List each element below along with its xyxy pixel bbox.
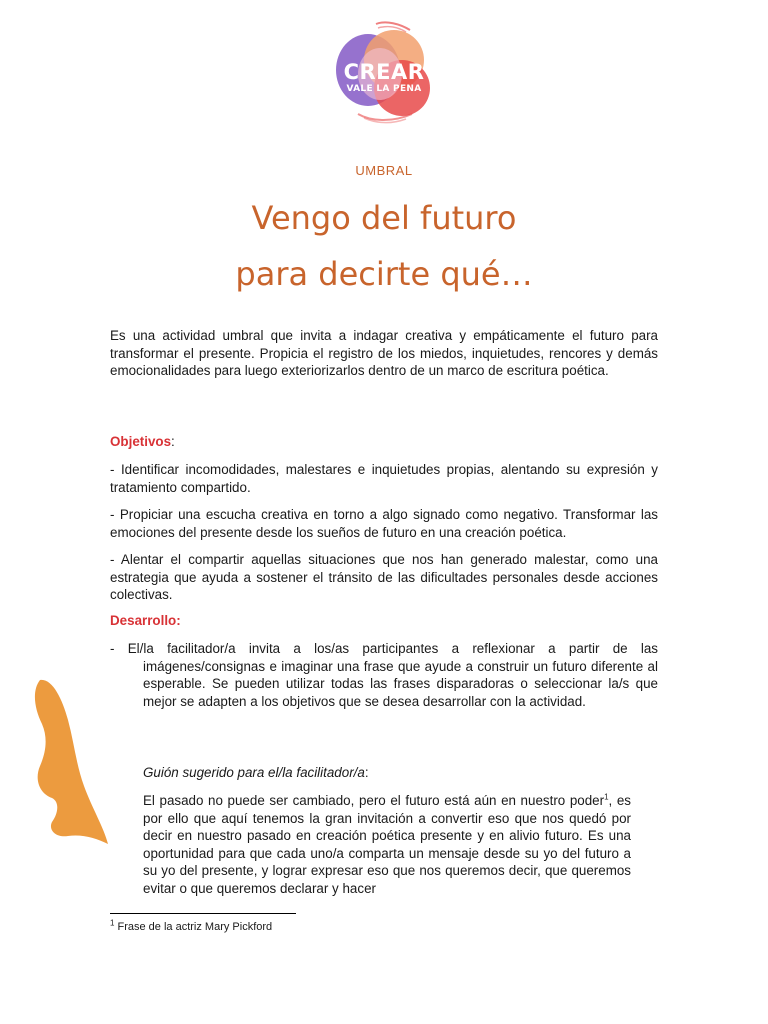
- guion-heading: [143, 764, 631, 782]
- logo-title: CREAR: [343, 60, 425, 84]
- footnote-separator: [110, 913, 296, 914]
- orange-leaf-decoration: [28, 668, 112, 846]
- guion-text-part2: , es por ello que aquí tenemos la gran invitación a convertir eso que nos quedó por decir en nuestro pasado en creación poética presente y en alivio futuro. Es una oportunidad para que cada uno/a comparta un mensaje desde su yo del futuro a su yo del presente, y lograr expresar eso que nos queremos decir, que queremos evitar o que queremos declarar y hacer: [143, 793, 631, 896]
- crear-logo: [328, 18, 440, 130]
- objetivo-item-2: - Propiciar una escucha creativa en torno a algo signado como negativo. Transformar las emociones del presente desde los sueños de futuro en una creación poética.: [110, 507, 658, 540]
- footnote-reference[interactable]: 1: [604, 792, 609, 802]
- footnote-number: 1: [110, 918, 115, 928]
- guion-paragraph: [143, 792, 631, 897]
- desarrollo-item: - El/la facilitador/a invita a los/as participantes a reflexionar a partir de las imágenes/consignas e imaginar una frase que ayude a construir un futuro diferente al esperable. Se pueden utilizar todas las frases disparadoras o seleccionar la/s que mejor se adapten a los objetivos que se desea desarrollar con la actividad.: [110, 641, 658, 709]
- objetivos-colon: :: [171, 434, 175, 449]
- objetivo-item-1: - Identificar incomodidades, malestares e inquietudes propias, alentando su expresión y tratamiento compartido.: [110, 462, 658, 495]
- objetivos-heading: [110, 433, 658, 451]
- title-line-1: Vengo del futuro: [251, 199, 517, 237]
- objetivos-label: Objetivos: [110, 434, 172, 449]
- intro-paragraph: Es una actividad umbral que invita a indagar creativa y empáticamente el futuro para transformar el presente. Propicia el registro de los miedos, inquietudes, rencores y demás emocionalidades para luego exteriorizarlos dentro de un marco de escritura poética.: [110, 328, 658, 378]
- title-line-2: para decirte qué…: [235, 255, 533, 293]
- objetivo-item-3: - Alentar el compartir aquellas situaciones que nos han generado malestar, como una estrategia que ayuda a sostener el tránsito de las dificultades personales desde acciones colectivas.: [110, 552, 658, 602]
- page-title: [0, 190, 768, 302]
- section-kicker: UMBRAL: [355, 163, 413, 178]
- guion-colon: :: [364, 765, 369, 780]
- footnote-text: Frase de la actriz Mary Pickford: [114, 921, 273, 933]
- logo-subtitle: VALE LA PENA: [346, 84, 422, 94]
- guion-text-part1: El pasado no puede ser cambiado, pero el futuro está aún en nuestro poder: [143, 793, 605, 808]
- desarrollo-heading: Desarrollo:: [110, 613, 181, 628]
- guion-label: Guión sugerido para el/la facilitador/a: [143, 765, 365, 780]
- footnote: [110, 918, 273, 933]
